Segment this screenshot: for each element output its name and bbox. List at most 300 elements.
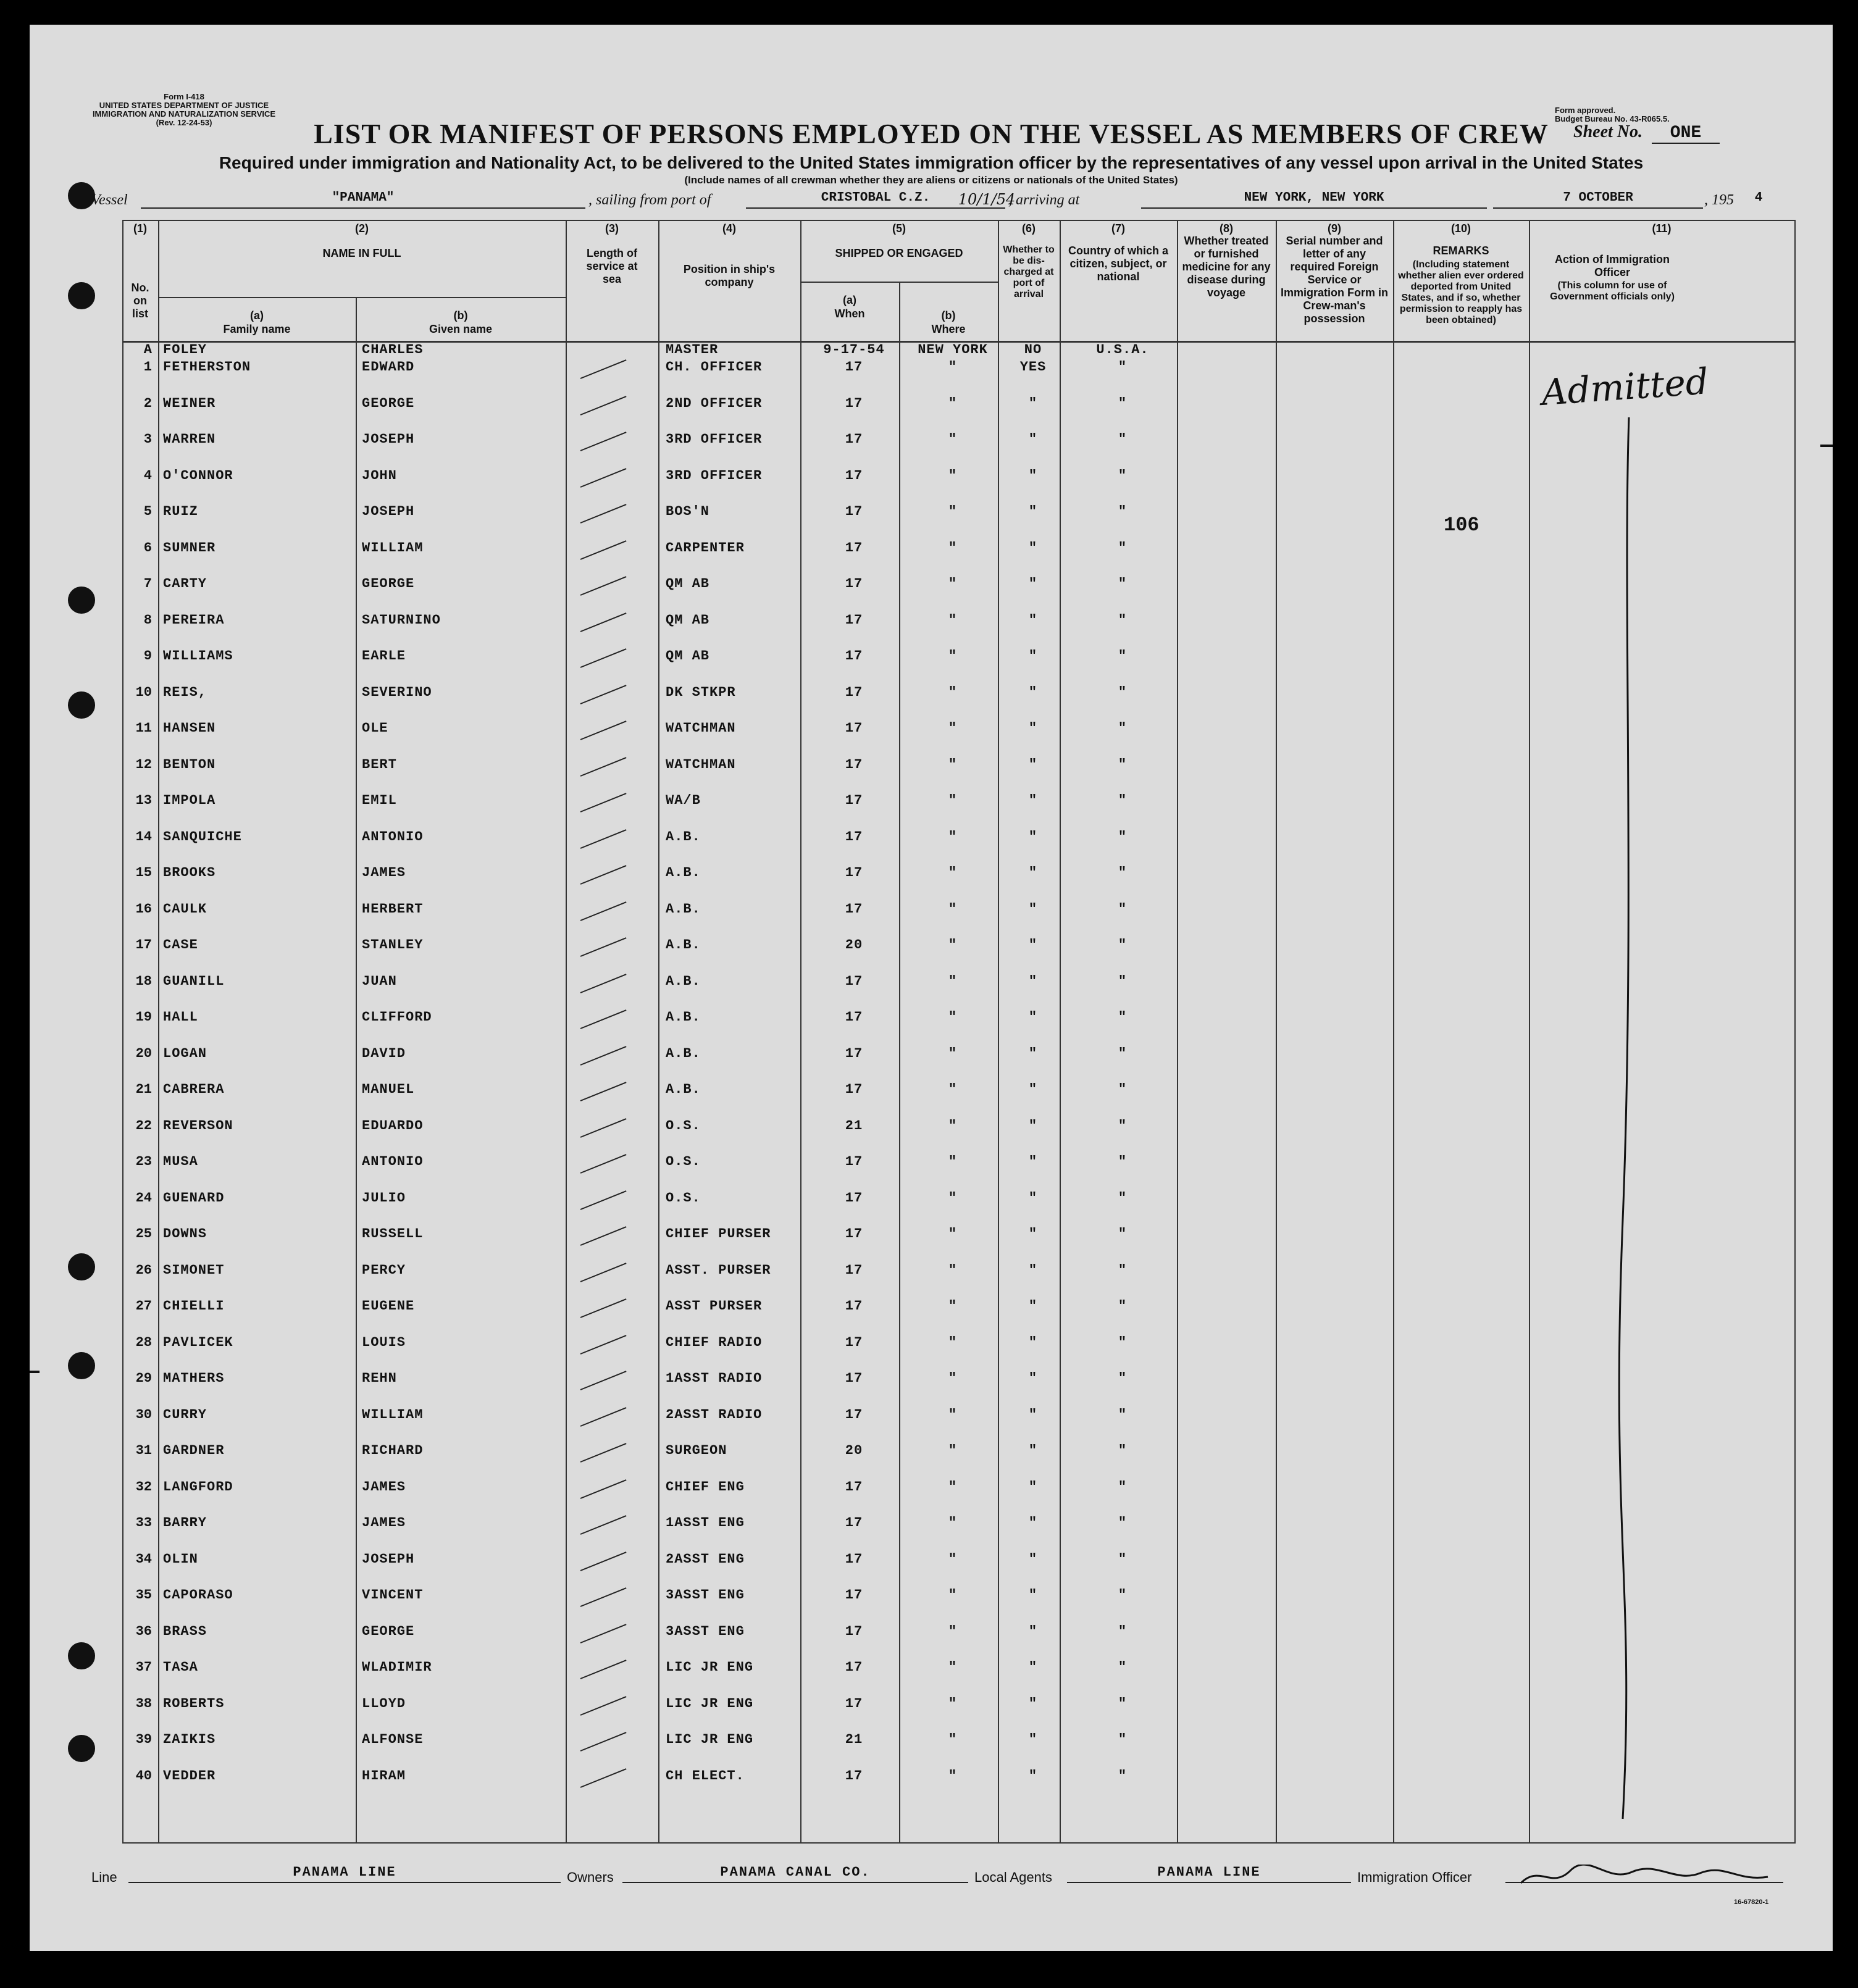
cell-country: " — [1118, 829, 1128, 845]
length-of-service-tick — [580, 1479, 627, 1499]
remarks-number: 106 — [1444, 514, 1479, 537]
cell-where: " — [948, 1009, 958, 1025]
cell-given: JAMES — [362, 865, 406, 880]
cell-when: 17 — [845, 901, 863, 917]
cell-when: 17 — [845, 1262, 863, 1278]
arrival-port: NEW YORK, NEW YORK — [1141, 191, 1487, 209]
cell-when: 20 — [845, 1443, 863, 1458]
cell-where: " — [948, 1479, 958, 1495]
cell-no: 27 — [135, 1298, 152, 1314]
cell-where: " — [948, 720, 958, 736]
cell-family: LOGAN — [163, 1045, 207, 1061]
cell-position: 1ASST RADIO — [666, 1371, 763, 1386]
cell-country: " — [1118, 1695, 1128, 1711]
col-rule — [158, 220, 159, 1844]
cell-family: GUENARD — [163, 1190, 225, 1206]
cell-discharged: " — [1028, 1298, 1038, 1314]
col-10-num: (10) — [1450, 222, 1471, 235]
cell-no: 4 — [143, 467, 152, 483]
revision: (Rev. 12-24-53) — [156, 118, 212, 127]
length-of-service-tick — [580, 720, 627, 740]
length-of-service-tick — [580, 1732, 627, 1752]
length-of-service-tick — [580, 1263, 627, 1282]
cell-no: 24 — [135, 1190, 152, 1206]
cell-family: HALL — [163, 1009, 198, 1025]
col-5a-num: (a) — [843, 294, 856, 306]
cell-position: LIC JR ENG — [666, 1660, 754, 1675]
cell-no: 12 — [135, 756, 152, 772]
sheet-value: ONE — [1652, 123, 1720, 144]
shipped-subhead-rule — [800, 282, 998, 283]
cell-given: ANTONIO — [362, 829, 424, 845]
cell-position: A.B. — [666, 865, 701, 880]
cell-no: 37 — [135, 1660, 152, 1675]
cell-where: " — [948, 684, 958, 700]
cell-position: WATCHMAN — [666, 720, 736, 736]
cell-where: " — [948, 1045, 958, 1061]
cell-when: 17 — [845, 1226, 863, 1242]
cell-where: " — [948, 756, 958, 772]
cell-discharged: " — [1028, 684, 1038, 700]
cell-country: " — [1118, 1009, 1128, 1025]
cell-where: " — [948, 1587, 958, 1603]
cell-discharged: " — [1028, 1371, 1038, 1386]
cell-given: JOHN — [362, 467, 397, 483]
cell-where: " — [948, 504, 958, 519]
footer — [91, 1865, 1759, 1889]
cell-no: 1 — [143, 359, 152, 375]
cell-position: 3ASST ENG — [666, 1623, 745, 1639]
cell-country: " — [1118, 1551, 1128, 1567]
cell-country: " — [1118, 1406, 1128, 1422]
cell-family: FETHERSTON — [163, 359, 251, 375]
cell-given: WILLIAM — [362, 540, 424, 556]
cell-given: EDUARDO — [362, 1117, 424, 1134]
cell-country: " — [1118, 720, 1128, 736]
cell-family: CURRY — [163, 1406, 207, 1422]
cell-position: 2ASST RADIO — [666, 1406, 763, 1422]
cell-discharged: " — [1028, 1443, 1038, 1458]
cell-given: CHARLES — [362, 342, 424, 357]
cell-discharged: " — [1028, 1695, 1038, 1711]
col-2-label: NAME IN FULL — [322, 247, 401, 259]
cell-no: 13 — [135, 793, 152, 808]
cell-when: 17 — [845, 684, 863, 700]
cell-family: FOLEY — [163, 342, 207, 357]
cell-country: " — [1118, 1660, 1128, 1675]
line-label: Line — [91, 1869, 117, 1885]
cell-given: PERCY — [362, 1262, 406, 1278]
cell-given: GEORGE — [362, 576, 415, 591]
sheet-label: Sheet No. — [1573, 122, 1642, 141]
cell-no: 8 — [143, 612, 152, 628]
length-of-service-tick — [580, 1226, 627, 1246]
cell-when: 17 — [845, 1623, 863, 1639]
cell-country: " — [1118, 1117, 1128, 1134]
cell-where: " — [948, 1695, 958, 1711]
length-of-service-tick — [580, 1587, 627, 1607]
cell-country: " — [1118, 1768, 1128, 1784]
cell-when: 17 — [845, 1768, 863, 1784]
admitted-signature-text: Admitted — [1540, 360, 1710, 414]
cell-where: " — [948, 1515, 958, 1531]
cell-discharged: " — [1028, 937, 1038, 953]
cell-discharged: " — [1028, 1190, 1038, 1206]
cell-country: " — [1118, 359, 1128, 375]
cell-family: VEDDER — [163, 1768, 216, 1784]
cell-country: " — [1118, 901, 1128, 917]
cell-family: HANSEN — [163, 720, 216, 736]
cell-where: " — [948, 793, 958, 808]
length-of-service-tick — [580, 1082, 627, 1101]
cell-country: " — [1118, 684, 1128, 700]
col-2b-label: Given name — [429, 323, 493, 335]
punch-hole — [68, 1642, 95, 1669]
cell-discharged: " — [1028, 1334, 1038, 1350]
cell-given: DAVID — [362, 1045, 406, 1061]
cell-where: " — [948, 1551, 958, 1567]
cell-when: 17 — [845, 359, 863, 375]
budget-bureau: Budget Bureau No. 43-R065.5. — [1555, 114, 1670, 123]
cell-country: " — [1118, 1154, 1128, 1169]
cell-discharged: " — [1028, 1768, 1038, 1784]
col-5-label: SHIPPED OR ENGAGED — [835, 247, 963, 259]
cell-where: " — [948, 1082, 958, 1097]
cell-when: 17 — [845, 1298, 863, 1314]
punch-hole — [68, 1253, 95, 1280]
cell-discharged: " — [1028, 1587, 1038, 1603]
cell-given: SEVERINO — [362, 684, 432, 700]
cell-family: MUSA — [163, 1154, 198, 1169]
cell-given: EUGENE — [362, 1298, 415, 1314]
cell-when: 17 — [845, 1154, 863, 1169]
cell-where: " — [948, 576, 958, 591]
length-of-service-tick — [580, 1154, 627, 1174]
cell-position: A.B. — [666, 1009, 701, 1025]
cell-where: " — [948, 395, 958, 411]
cell-where: " — [948, 1660, 958, 1675]
cell-no: 26 — [135, 1262, 152, 1278]
cell-given: EARLE — [362, 648, 406, 664]
col-2a-label: Family name — [223, 323, 291, 335]
cell-given: EMIL — [362, 793, 397, 808]
cell-discharged: " — [1028, 432, 1038, 447]
cell-family: O'CONNOR — [163, 467, 233, 483]
cell-position: CARPENTER — [666, 540, 745, 556]
length-of-service-tick — [580, 974, 627, 993]
cell-no: 34 — [135, 1551, 152, 1567]
cell-family: GARDNER — [163, 1443, 225, 1458]
sailing-port: CRISTOBAL C.Z. — [746, 191, 1005, 209]
col-rule — [800, 220, 801, 1844]
cell-when: 17 — [845, 756, 863, 772]
cell-family: ZAIKIS — [163, 1732, 216, 1747]
cell-discharged: " — [1028, 1406, 1038, 1422]
cell-where: NEW YORK — [918, 342, 988, 357]
cell-no: 23 — [135, 1154, 152, 1169]
cell-given: SATURNINO — [362, 612, 441, 628]
cell-no: 7 — [143, 576, 152, 591]
cell-given: JAMES — [362, 1515, 406, 1531]
cell-when: 17 — [845, 1009, 863, 1025]
length-of-service-tick — [580, 1768, 627, 1788]
cell-when: 17 — [845, 829, 863, 845]
cell-position: 3ASST ENG — [666, 1587, 745, 1603]
col-11-sub: (This column for use of Government officials only) — [1550, 280, 1675, 302]
cell-discharged: " — [1028, 1732, 1038, 1747]
local-agents-label: Local Agents — [974, 1869, 1052, 1885]
form-code: 16-67820-1 — [1734, 1898, 1769, 1906]
cell-when: 21 — [845, 1732, 863, 1747]
cell-country: " — [1118, 1623, 1128, 1639]
cell-discharged: YES — [1019, 359, 1047, 375]
cell-when: 9-17-54 — [823, 342, 885, 357]
cell-position: CHIEF RADIO — [666, 1334, 763, 1350]
col-1-label: No. on list — [131, 282, 149, 320]
cell-no: 6 — [143, 540, 152, 556]
cell-family: WEINER — [163, 395, 216, 411]
cell-discharged: " — [1028, 395, 1038, 411]
cell-given: WILLIAM — [362, 1406, 424, 1422]
cell-no: 22 — [135, 1117, 152, 1134]
cell-position: LIC JR ENG — [666, 1695, 754, 1711]
cell-where: " — [948, 1190, 958, 1206]
cell-country: " — [1118, 1190, 1128, 1206]
cell-discharged: " — [1028, 1660, 1038, 1675]
cell-where: " — [948, 829, 958, 845]
cell-when: 17 — [845, 720, 863, 736]
cell-when: 20 — [845, 937, 863, 953]
cell-country: " — [1118, 793, 1128, 808]
cell-given: BERT — [362, 756, 397, 772]
length-of-service-tick — [580, 1335, 627, 1355]
cell-where: " — [948, 612, 958, 628]
cell-discharged: " — [1028, 504, 1038, 519]
cell-discharged: " — [1028, 865, 1038, 880]
cell-given: ALFONSE — [362, 1732, 424, 1747]
cell-given: JUAN — [362, 973, 397, 989]
service: IMMIGRATION AND NATURALIZATION SERVICE — [92, 109, 276, 119]
cell-position: SURGEON — [666, 1443, 727, 1458]
cell-position: MASTER — [666, 342, 719, 357]
cell-when: 17 — [845, 1551, 863, 1567]
officer-signature-scribble — [1515, 1865, 1774, 1889]
cell-country: " — [1118, 540, 1128, 556]
col-10-label: REMARKS — [1433, 244, 1489, 257]
cell-given: LLOYD — [362, 1695, 406, 1711]
cell-family: DOWNS — [163, 1226, 207, 1242]
cell-family: CASE — [163, 937, 198, 953]
cell-discharged: " — [1028, 1262, 1038, 1278]
cell-family: CABRERA — [163, 1082, 225, 1097]
vessel-name: "PANAMA" — [141, 191, 585, 209]
cell-position: 2ASST ENG — [666, 1551, 745, 1567]
cell-when: 17 — [845, 865, 863, 880]
cell-family: REIS, — [163, 684, 207, 700]
length-of-service-tick — [580, 468, 627, 488]
length-of-service-tick — [580, 1190, 627, 1210]
length-of-service-tick — [580, 576, 627, 596]
col-3-num: (3) — [605, 222, 619, 235]
scan-tick — [30, 1371, 40, 1373]
cell-where: " — [948, 1406, 958, 1422]
cell-where: " — [948, 1768, 958, 1784]
length-of-service-tick — [580, 1009, 627, 1029]
cell-no: 36 — [135, 1623, 152, 1639]
cell-country: " — [1118, 1371, 1128, 1386]
cell-country: " — [1118, 576, 1128, 591]
cell-position: A.B. — [666, 973, 701, 989]
cell-when: 17 — [845, 1587, 863, 1603]
punch-hole — [68, 1352, 95, 1379]
owners-label: Owners — [567, 1869, 614, 1885]
cell-no: 2 — [143, 395, 152, 411]
line-value: PANAMA LINE — [128, 1865, 561, 1883]
cell-family: REVERSON — [163, 1117, 233, 1134]
owners-value: PANAMA CANAL CO. — [622, 1865, 968, 1883]
cell-when: 17 — [845, 1371, 863, 1386]
cell-country: " — [1118, 756, 1128, 772]
cell-position: A.B. — [666, 1045, 701, 1061]
length-of-service-tick — [580, 685, 627, 704]
col-11-num: (11) — [1652, 222, 1672, 235]
cell-when: 17 — [845, 1406, 863, 1422]
cell-no: 18 — [135, 973, 152, 989]
col-9-num: (9) — [1328, 222, 1341, 235]
cell-discharged: " — [1028, 1082, 1038, 1097]
cell-given: ANTONIO — [362, 1154, 424, 1169]
cell-family: BARRY — [163, 1515, 207, 1531]
cell-position: CH ELECT. — [666, 1768, 745, 1784]
cell-family: RUIZ — [163, 504, 198, 519]
cell-when: 17 — [845, 540, 863, 556]
cell-position: WATCHMAN — [666, 756, 736, 772]
cell-discharged: " — [1028, 648, 1038, 664]
cell-no: 20 — [135, 1045, 152, 1061]
col-7-num: (7) — [1111, 222, 1125, 235]
length-of-service-tick — [580, 648, 627, 668]
cell-no: 35 — [135, 1587, 152, 1603]
cell-discharged: " — [1028, 1045, 1038, 1061]
cell-where: " — [948, 1334, 958, 1350]
col-7-label: Country of which a citizen, subject, or national — [1068, 244, 1168, 283]
cell-where: " — [948, 540, 958, 556]
table-border-top — [122, 220, 1796, 221]
cell-country: " — [1118, 937, 1128, 953]
cell-given: JOSEPH — [362, 432, 415, 447]
cell-position: CHIEF PURSER — [666, 1226, 771, 1242]
subtitle: Required under immigration and Nationality Act, to be delivered to the United States immigration officer by the representatives of any vessel upon arrival in the United States — [219, 153, 1644, 172]
cell-family: WILLIAMS — [163, 648, 233, 664]
cell-family: CARTY — [163, 576, 207, 591]
arriving-label: , arriving at — [1008, 192, 1080, 208]
table-border-bottom — [122, 1842, 1796, 1844]
cell-given: STANLEY — [362, 937, 424, 953]
cell-when: 17 — [845, 1479, 863, 1495]
cell-position: A.B. — [666, 937, 701, 953]
cell-no: 11 — [135, 720, 152, 736]
length-of-service-tick — [580, 1552, 627, 1571]
sailing-date-handwritten: 10/1/54 — [958, 191, 1016, 208]
col-11-label: Action of Immigration Officer — [1555, 253, 1670, 278]
cell-where: " — [948, 937, 958, 953]
cell-when: 17 — [845, 973, 863, 989]
cell-discharged: NO — [1024, 342, 1042, 357]
cell-discharged: " — [1028, 467, 1038, 483]
cell-country: " — [1118, 648, 1128, 664]
cell-country: " — [1118, 1479, 1128, 1495]
cell-country: " — [1118, 612, 1128, 628]
cell-no: 21 — [135, 1082, 152, 1097]
cell-position: 3RD OFFICER — [666, 432, 763, 447]
cell-where: " — [948, 1623, 958, 1639]
cell-discharged: " — [1028, 612, 1038, 628]
cell-given: WLADIMIR — [362, 1660, 432, 1675]
cell-country: " — [1118, 432, 1128, 447]
cell-country: " — [1118, 1082, 1128, 1097]
cell-discharged: " — [1028, 829, 1038, 845]
length-of-service-tick — [580, 901, 627, 921]
cell-when: 17 — [845, 612, 863, 628]
year-suffix: 4 — [1754, 191, 1763, 205]
cell-no: 14 — [135, 829, 152, 845]
cell-no: 38 — [135, 1695, 152, 1711]
cell-when: 17 — [845, 1660, 863, 1675]
cell-no: 10 — [135, 684, 152, 700]
cell-where: " — [948, 432, 958, 447]
name-subhead-rule — [158, 297, 566, 298]
cell-where: " — [948, 1732, 958, 1747]
cell-country: " — [1118, 1587, 1128, 1603]
punch-hole — [68, 282, 95, 309]
cell-when: 17 — [845, 576, 863, 591]
cell-family: BRASS — [163, 1623, 207, 1639]
cell-country: " — [1118, 1443, 1128, 1458]
col-6-num: (6) — [1022, 222, 1036, 235]
cell-when: 17 — [845, 1334, 863, 1350]
cell-discharged: " — [1028, 756, 1038, 772]
cell-discharged: " — [1028, 540, 1038, 556]
crew-table — [122, 220, 1796, 1844]
cell-position: O.S. — [666, 1117, 701, 1134]
cell-discharged: " — [1028, 1479, 1038, 1495]
length-of-service-tick — [580, 359, 627, 379]
cell-when: 17 — [845, 648, 863, 664]
length-of-service-tick — [580, 396, 627, 416]
cell-given: RICHARD — [362, 1443, 424, 1458]
cell-no: 32 — [135, 1479, 152, 1495]
cell-position: O.S. — [666, 1154, 701, 1169]
cell-discharged: " — [1028, 1515, 1038, 1531]
length-of-service-tick — [580, 1515, 627, 1535]
cell-no: 3 — [143, 432, 152, 447]
vessel-line — [91, 188, 1763, 213]
length-of-service-tick — [580, 1443, 627, 1463]
cell-no: 17 — [135, 937, 152, 953]
department: UNITED STATES DEPARTMENT OF JUSTICE — [99, 101, 269, 110]
cell-given: CLIFFORD — [362, 1009, 432, 1025]
cell-when: 17 — [845, 432, 863, 447]
cell-discharged: " — [1028, 576, 1038, 591]
cell-family: WARREN — [163, 432, 216, 447]
cell-given: GEORGE — [362, 395, 415, 411]
cell-position: CH. OFFICER — [666, 359, 763, 375]
cell-when: 17 — [845, 1190, 863, 1206]
cell-when: 17 — [845, 793, 863, 808]
cell-given: EDWARD — [362, 359, 415, 375]
cell-given: JOSEPH — [362, 504, 415, 519]
cell-country: " — [1118, 1515, 1128, 1531]
